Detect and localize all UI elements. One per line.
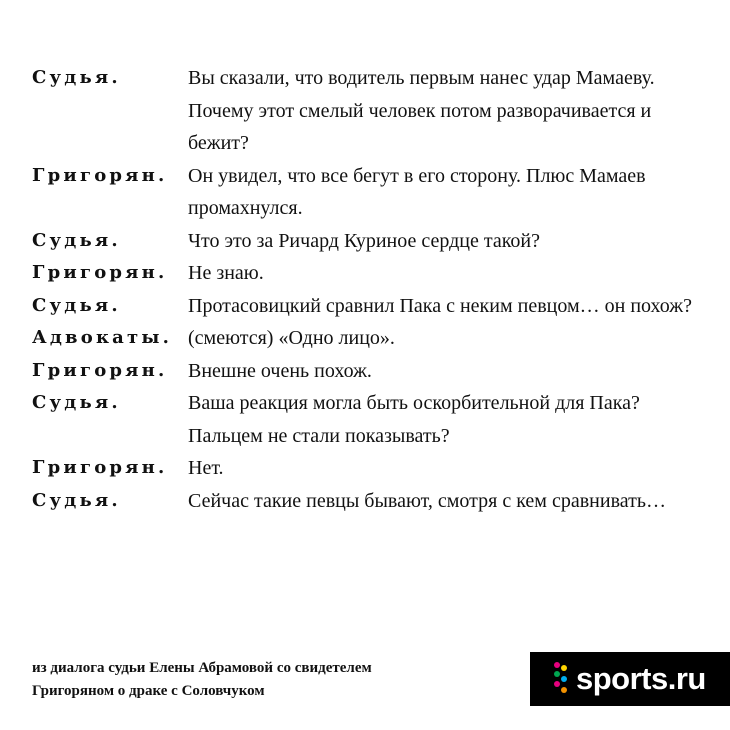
speaker-name: Григорян. xyxy=(32,359,168,381)
utterance-line: Ваша реакция могла быть оскорбительной для Пака? xyxy=(188,392,640,414)
utterance xyxy=(188,452,712,485)
speaker-name: Судья. xyxy=(32,229,121,251)
utterance xyxy=(188,485,712,518)
dialogue-row xyxy=(32,62,712,160)
utterance-line: бежит? xyxy=(188,132,249,154)
utterance-line: промахнулся. xyxy=(188,197,303,219)
dialogue-row xyxy=(32,160,712,225)
logo-dot xyxy=(561,665,567,671)
speaker-name: Судья. xyxy=(32,392,121,413)
dialogue-row xyxy=(32,225,712,258)
speaker-name: Григорян. xyxy=(32,457,168,478)
utterance xyxy=(188,257,712,290)
logo-dot xyxy=(554,681,560,687)
caption-line-2: Григоряном о драке с Соловчуком xyxy=(32,683,265,699)
utterance xyxy=(188,225,712,258)
logo-text: sports.ru xyxy=(576,661,706,696)
dialogue-row xyxy=(32,290,712,323)
utterance-line: (смеются) «Одно лицо». xyxy=(188,327,395,349)
dialogue-row xyxy=(32,387,712,452)
logo-dot xyxy=(561,676,567,682)
speaker-name: Григорян. xyxy=(32,164,168,186)
utterance xyxy=(188,355,712,388)
sports-ru-dots-icon xyxy=(554,662,568,696)
utterance-line: Внешне очень похож. xyxy=(188,359,372,382)
utterance-line: Протасовицкий сравнил Пака с неким певцом… он похож? xyxy=(188,294,692,317)
source-caption xyxy=(32,657,372,703)
utterance xyxy=(188,322,712,355)
dialogue-transcript xyxy=(32,62,712,517)
utterance-line: Почему этот смелый человек потом разворачивается и xyxy=(188,99,652,122)
dialogue-row xyxy=(32,257,712,290)
utterance xyxy=(188,290,712,323)
speaker-name: Судья. xyxy=(32,67,121,88)
sports-ru-logo[interactable] xyxy=(530,652,730,706)
speaker-name: Судья. xyxy=(32,294,121,316)
logo-dot xyxy=(554,662,560,668)
speaker-name: Адвокаты. xyxy=(32,327,173,348)
utterance-line: Что это за Ричард Куриное сердце такой? xyxy=(188,229,540,252)
utterance-line: Не знаю. xyxy=(188,262,264,284)
utterance xyxy=(188,387,712,452)
speaker-name: Судья. xyxy=(32,489,121,511)
utterance xyxy=(188,62,712,160)
caption-line-1: из диалога судьи Елены Абрамовой со свидетелем xyxy=(32,660,372,676)
dialogue-row xyxy=(32,355,712,388)
logo-dot xyxy=(554,671,560,677)
utterance-line: Он увидел, что все бегут в его сторону. Плюс Мамаев xyxy=(188,164,646,187)
utterance-line: Нет. xyxy=(188,457,224,479)
utterance-line: Сейчас такие певцы бывают, смотря с кем сравнивать… xyxy=(188,489,666,512)
dialogue-row xyxy=(32,485,712,518)
dialogue-row xyxy=(32,322,712,355)
utterance-line: Вы сказали, что водитель первым нанес удар Мамаеву. xyxy=(188,67,655,89)
dialogue-row xyxy=(32,452,712,485)
logo-dot xyxy=(561,687,567,693)
utterance-line: Пальцем не стали показывать? xyxy=(188,424,450,447)
utterance xyxy=(188,160,712,225)
speaker-name: Григорян. xyxy=(32,262,168,283)
